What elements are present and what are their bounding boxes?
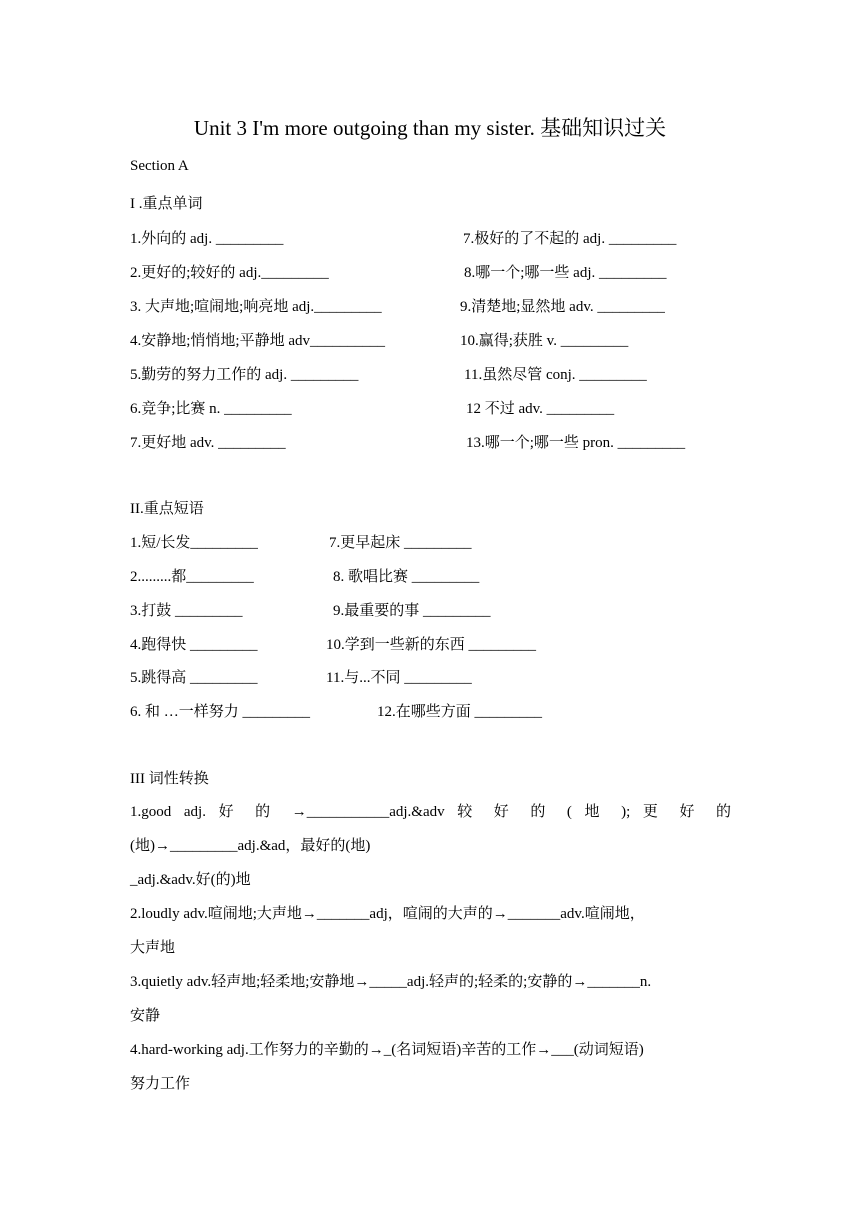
part2-left-2: 2.........都_________ bbox=[130, 569, 254, 585]
part1-right-7: 13.哪一个;哪一些 pron. _________ bbox=[466, 435, 686, 451]
part1-right-1: 7.极好的了不起的 adj. _________ bbox=[463, 231, 677, 247]
part2-left-5: 5.跳得高 _________ bbox=[130, 670, 258, 686]
part2-left-6: 6. 和 …一样努力 _________ bbox=[130, 704, 311, 720]
part1-left-2: 2.更好的;较好的 adj._________ bbox=[130, 265, 329, 281]
part2-heading: II.重点短语 bbox=[130, 501, 204, 517]
part2-right-6: 12.在哪些方面 _________ bbox=[377, 704, 543, 720]
part2-right-1: 7.更早起床 _________ bbox=[329, 535, 472, 551]
part2-left-4: 4.跑得快 _________ bbox=[130, 637, 258, 653]
part3-line-9: 努力工作 bbox=[130, 1076, 191, 1092]
part1-right-2: 8.哪一个;哪一些 adj. _________ bbox=[464, 265, 667, 281]
part1-right-6: 12 不过 adv. _________ bbox=[466, 401, 615, 417]
part1-right-5: 11.虽然尽管 conj. _________ bbox=[464, 367, 647, 383]
part2-right-3: 9.最重要的事 _________ bbox=[333, 603, 491, 619]
part3-line-4: 2.loudly adv.喧闹地;大声地→_______adj，喧闹的大声的→_______adv.喧闹地， bbox=[130, 906, 645, 922]
document-title: Unit 3 I'm more outgoing than my sister. 基础知识过关 bbox=[193, 116, 667, 140]
part2-left-3: 3.打鼓 _________ bbox=[130, 603, 243, 619]
part2-left-1: 1.短/长发_________ bbox=[130, 535, 258, 551]
part1-left-7: 7.更好地 adv. _________ bbox=[130, 435, 286, 451]
part3-line-5: 大声地 bbox=[130, 940, 176, 956]
part1-left-6: 6.竞争;比赛 n. _________ bbox=[130, 401, 292, 417]
part3-line-8: 4.hard-working adj.工作努力的辛勤的→_(名词短语)辛苦的工作→___(动词短语) bbox=[130, 1042, 644, 1058]
part2-right-5: 11.与...不同 _________ bbox=[326, 670, 472, 686]
part1-right-4: 10.赢得;获胜 v. _________ bbox=[460, 333, 629, 349]
part3-line-6: 3.quietly adv.轻声地;轻柔地;安静地→_____adj.轻声的;轻柔的;安静的→_______n. bbox=[130, 974, 652, 990]
part1-left-5: 5.勤劳的努力工作的 adj. _________ bbox=[130, 367, 359, 383]
part1-right-3: 9.清楚地;显然地 adv. _________ bbox=[460, 299, 665, 315]
part3-line-1: 1.good adj. 好 的 →___________adj.&adv 较 好 的 ( 地 ); 更 好 的 bbox=[130, 804, 731, 820]
part1-left-4: 4.安静地;悄悄地;平静地 adv__________ bbox=[130, 333, 385, 349]
part3-line-2: (地)→_________adj.&ad，最好的(地) bbox=[130, 838, 371, 854]
part1-heading: I .重点单词 bbox=[130, 196, 203, 212]
part3-line-7: 安静 bbox=[130, 1008, 161, 1024]
part1-left-3: 3. 大声地;喧闹地;响亮地 adj._________ bbox=[130, 299, 382, 315]
part2-right-2: 8. 歌唱比赛 _________ bbox=[333, 569, 480, 585]
section-label: Section A bbox=[130, 158, 189, 174]
part1-left-1: 1.外向的 adj. _________ bbox=[130, 231, 284, 247]
part2-right-4: 10.学到一些新的东西 _________ bbox=[326, 637, 537, 653]
part3-heading: III 词性转换 bbox=[130, 771, 209, 787]
part3-line-3: _adj.&adv.好(的)地 bbox=[130, 872, 251, 888]
